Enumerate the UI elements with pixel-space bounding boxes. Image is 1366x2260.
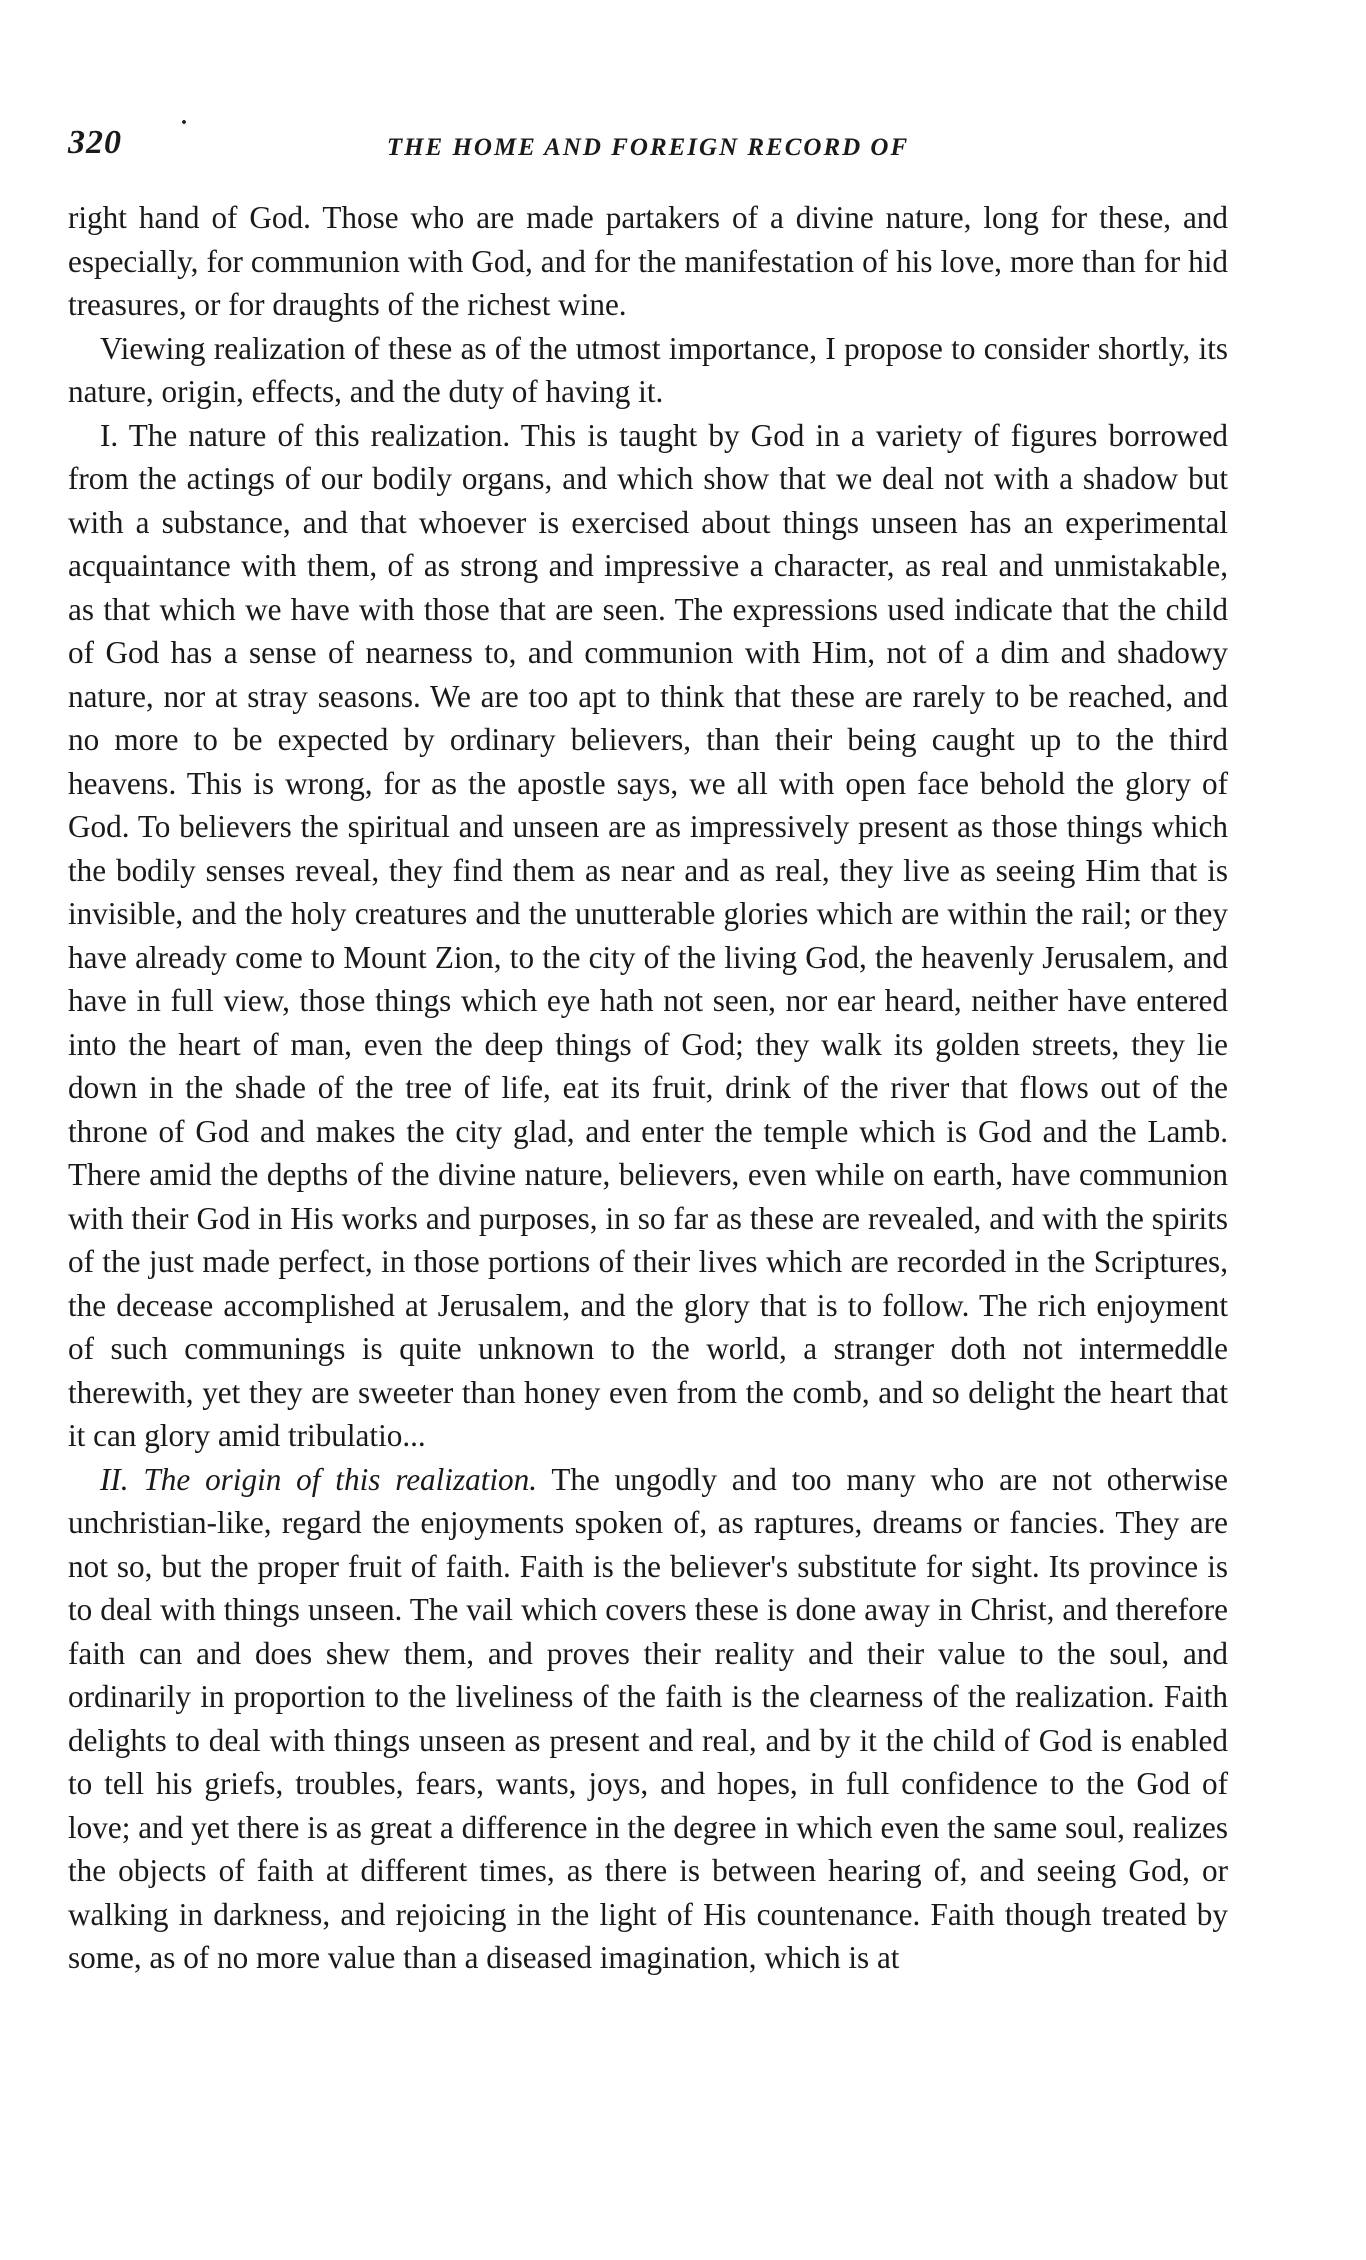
section-two-text: The ungodly and too many who are not otherwise unchristian-like, regard the enjoyments spoken of, as raptures, dreams or fancies. They are not so, but the proper fruit of faith. Faith is the believer's substitute for sight. Its province is to deal with things unseen. The vail which covers these is done away in Christ, and therefore faith can and does shew them, and proves their reality and their value to the soul, and ordinarily in proportion to the liveliness of the faith is the clearness of the realization. Faith delights to deal with things unseen as present and real, and by it the child of God is enabled to tell his griefs, troubles, fears, wants, joys, and hopes, in full confidence to the God of love; and yet there is as great a difference in the degree in which even the same soul, realizes the objects of faith at different times, as there is between hearing of, and seeing God, or walking in darkness, and rejoicing in the light of His countenance. Faith though treated by some, as of no more value than a diseased imagination, which is at	[68, 1461, 1228, 1975]
section-two-heading: II. The origin of this realization.	[100, 1461, 538, 1497]
document-page	[68, 110, 1228, 1980]
section-one-text: This is taught by God in a variety of figures borrowed from the actings of our bodily organs, and which show that we deal not with a shadow but with a substance, and that whoever is exercised about things unseen has an experimental acquaintance with them, of as strong and impressive a character, as real and unmistakable, as that which we have with those that are seen. The expressions used indicate that the child of God has a sense of nearness to, and communion with Him, not of a dim and shadowy nature, nor at stray seasons. We are too apt to think that these are rarely to be reached, and no more to be expected by ordinary believers, than their being caught up to the third heavens. This is wrong, for as the apostle says, we all with open face behold the glory of God. To believers the spiritual and unseen are as impressively present as those things which the bodily senses reveal, they find them as near and as real, they live as seeing Him that is invisible, and the holy creatures and the unutterable glories which are within the rail; or they have already come to Mount Zion, to the city of the living God, the heavenly Jerusalem, and have in full view, those things which eye hath not seen, nor ear heard, neither have entered into the heart of man, even the deep things of God; they walk its golden streets, they lie down in the shade of the tree of life, eat its fruit, drink of the river that flows out of the throne of God and makes the city glad, and enter the temple which is God and the Lamb. There amid the depths of the divine nature, believers, even while on earth, have communion with their God in His works and purposes, in so far as these are revealed, and with the spirits of the just made perfect, in those portions of their lives which are recorded in the Scriptures, the decease accomplished at Jerusalem, and the glory that is to follow. The rich enjoyment of such communings is quite unknown to the world, a stranger doth not intermeddle therewith, yet they are sweeter than honey even from the comb, and so delight the heart that it can glory amid tribulatio...	[68, 417, 1229, 1453]
section-one-heading: I. The nature of this realization.	[100, 417, 511, 453]
running-head: THE HOME AND FOREIGN RECORD OF	[386, 134, 910, 161]
paragraph-continuation: right hand of God. Those who are made partakers of a divine nature, long for these, and especially, for communion with God, and for the manifestation of his love, more than for hid treasures, or for draughts of the richest wine.	[68, 200, 1228, 322]
paragraph-section-two	[68, 1458, 1228, 1980]
printer-mark: ·	[180, 110, 189, 136]
page-number: 320	[68, 124, 122, 161]
paragraph-introduction: Viewing realization of these as of the utmost importance, I propose to consider shortly, its nature, origin, effects, and the duty of having it.	[68, 330, 1228, 409]
paragraph-section-one	[68, 414, 1228, 1458]
page-header	[68, 110, 1228, 174]
